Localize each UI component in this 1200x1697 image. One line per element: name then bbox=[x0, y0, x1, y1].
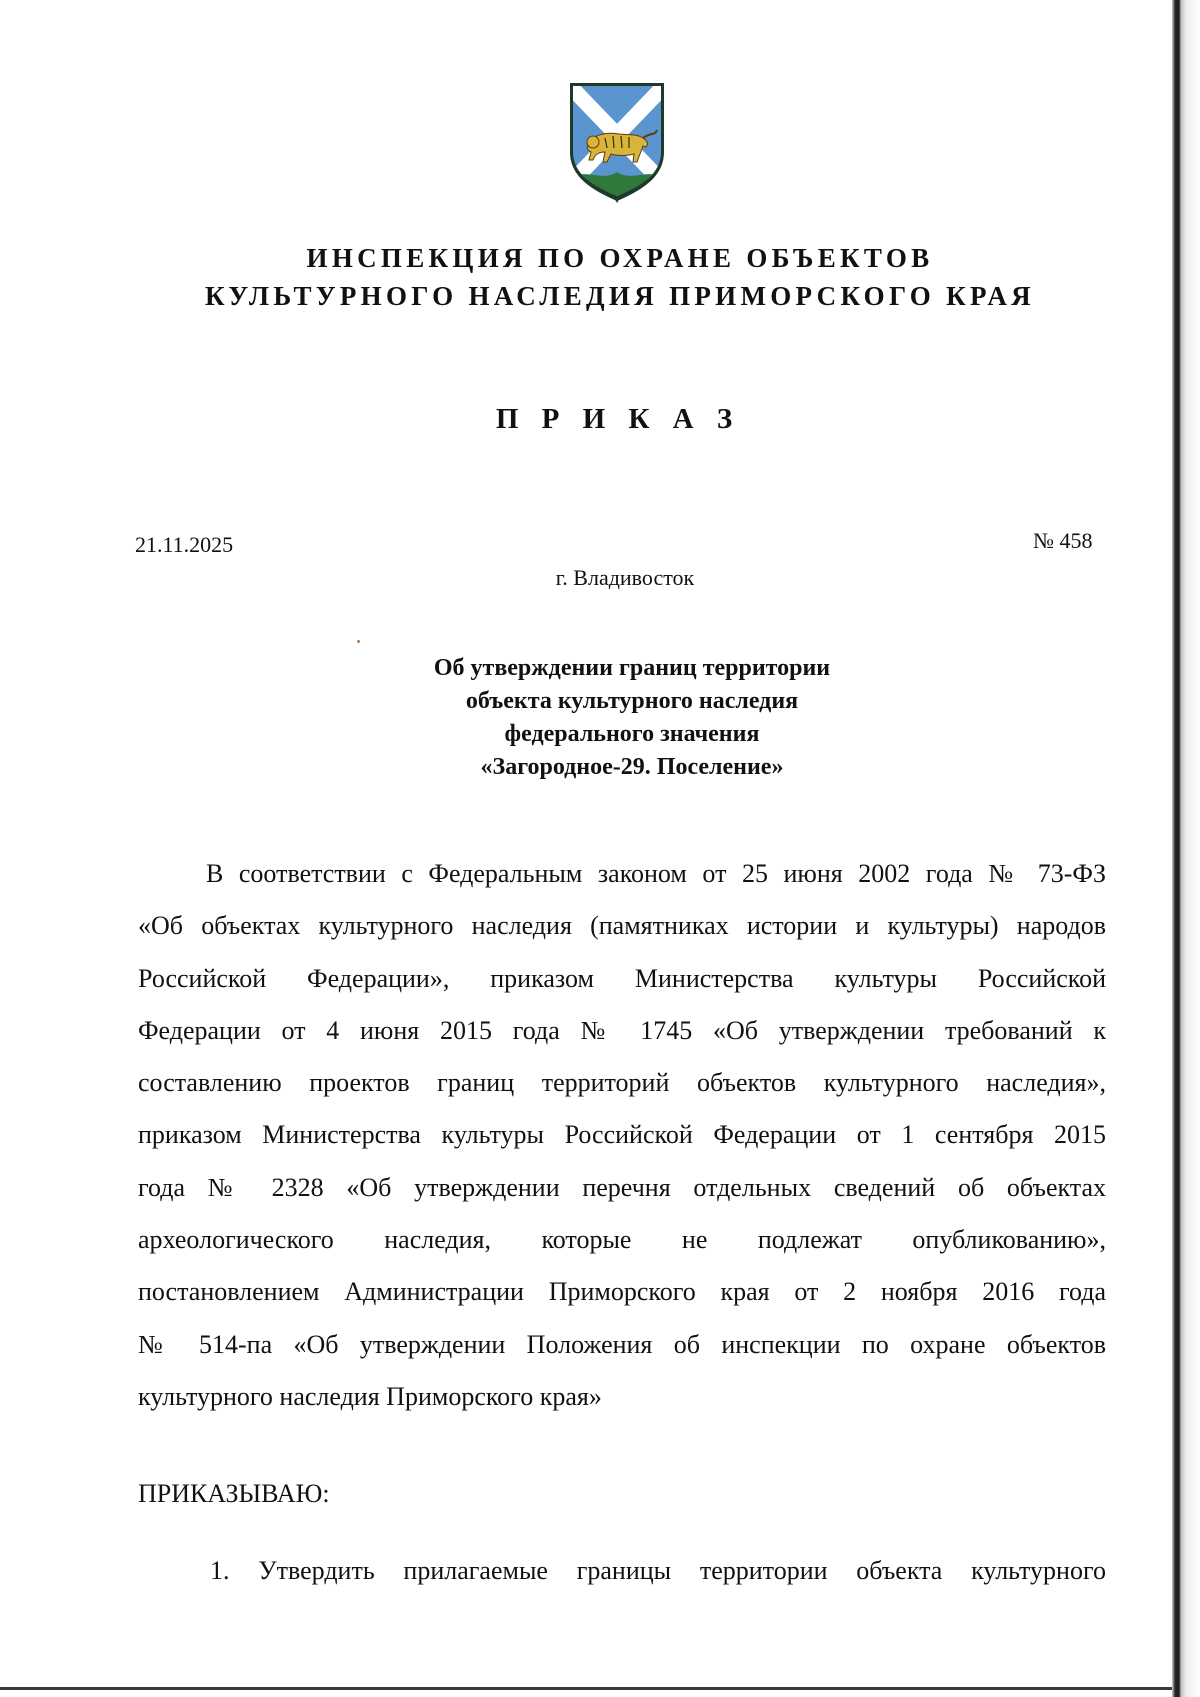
paragraph-line: составлению проектов границ территорий объектов культурного наследия», bbox=[138, 1068, 1106, 1098]
title-line: «Загородное-29. Поселение» bbox=[480, 754, 784, 780]
paragraph-line: Федерации от 4 июня 2015 года № 1745 «Об утверждении требований к bbox=[138, 1015, 1106, 1045]
title-line: федерального значения bbox=[504, 721, 760, 747]
document-number: № 458 bbox=[1033, 528, 1093, 553]
paragraph-line: В соответствии с Федеральным законом от 25 июня 2002 года № 73-ФЗ bbox=[206, 859, 1106, 888]
scan-speck bbox=[357, 640, 360, 643]
agency-name-line-2: КУЛЬТУРНОГО НАСЛЕДИЯ ПРИМОРСКОГО КРАЯ bbox=[205, 281, 1035, 311]
paragraph-line: № 514-па «Об утверждении Положения об инспекции по охране объектов bbox=[138, 1329, 1106, 1359]
paragraph-line: археологического наследия, которые не подлежат опубликованию», bbox=[138, 1225, 1106, 1255]
paragraph-line: приказом Министерства культуры Российской Федерации от 1 сентября 2015 bbox=[138, 1120, 1106, 1150]
document-type-heading: П Р И К А З bbox=[495, 403, 741, 435]
paragraph-line: культурного наследия Приморского края» bbox=[138, 1381, 602, 1411]
paragraph-line: постановлением Администрации Приморского края от 2 ноября 2016 года bbox=[138, 1277, 1106, 1307]
preamble-paragraph bbox=[138, 848, 1106, 1423]
agency-name-line-1: ИНСПЕКЦИЯ ПО ОХРАНЕ ОБЪЕКТОВ bbox=[306, 243, 934, 273]
coat-of-arms-icon bbox=[567, 82, 667, 204]
order-item-1: 1. Утвердить прилагаемые границы территории объекта культурного bbox=[210, 1556, 1106, 1585]
title-line: Об утверждении границ территории bbox=[433, 655, 831, 681]
document-date: 21.11.2025 bbox=[135, 532, 234, 557]
document-city: г. Владивосток bbox=[555, 565, 695, 590]
title-line: объекта культурного наследия bbox=[465, 688, 799, 714]
paragraph-line: «Об объектах культурного наследия (памятниках истории и культуры) народов bbox=[138, 911, 1106, 941]
scan-page-edge bbox=[1172, 0, 1200, 1697]
paragraph-line: года № 2328 «Об утверждении перечня отдельных сведений об объектах bbox=[138, 1172, 1106, 1202]
scan-bottom-edge bbox=[0, 1687, 1176, 1690]
paragraph-line: Российской Федерации», приказом Министерства культуры Российской bbox=[138, 963, 1106, 993]
document-title bbox=[0, 652, 1200, 784]
order-directive: ПРИКАЗЫВАЮ: bbox=[138, 1479, 330, 1508]
